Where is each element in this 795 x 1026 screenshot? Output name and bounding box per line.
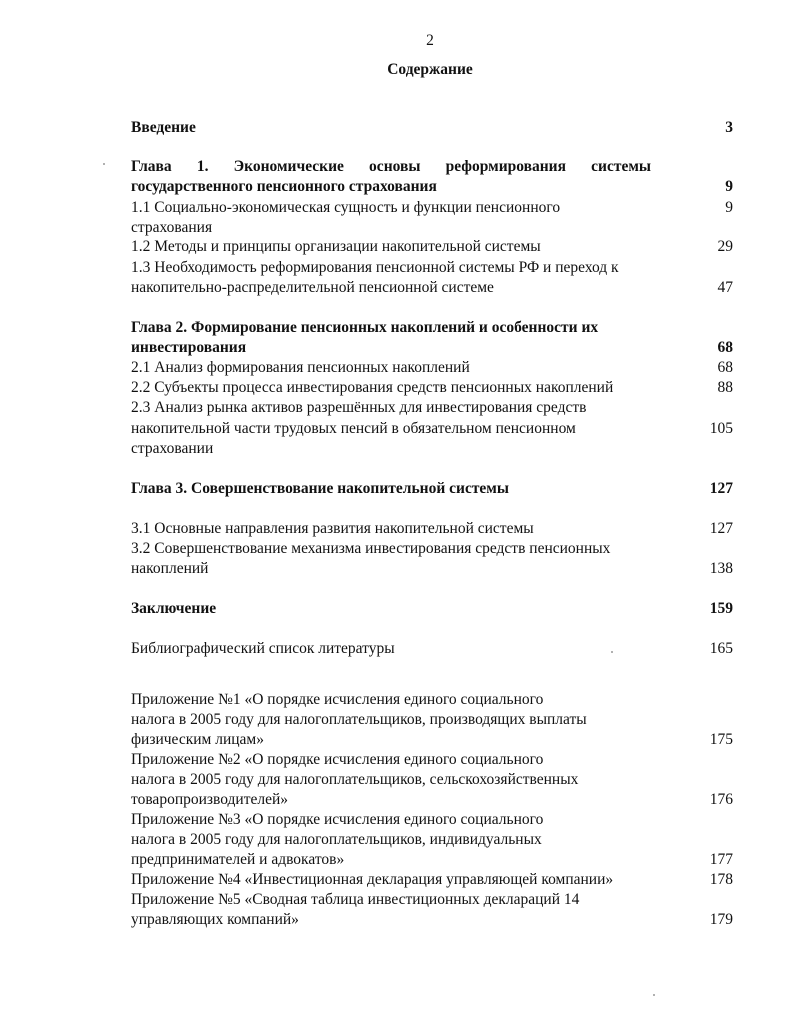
toc-appendix-3-line2: налога в 2005 году для налогоплательщиков, индивидуальных [131,831,542,848]
toc-section-2-2-line1: 2.2 Субъекты процесса инвестирования средств пенсионных накоплений [131,379,614,396]
toc-appendix-1-line1: Приложение №1 «О порядке исчисления единого социального [131,691,544,708]
toc-section-2-3-line3: страховании [131,440,214,457]
toc-section-1-1-page: 9 [725,199,733,216]
toc-section-3-2-line2: накоплений [131,560,209,577]
toc-intro-label: Введение [131,119,196,136]
toc-appendix-1-line2: налога в 2005 году для налогоплательщиков, производящих выплаты [131,711,587,728]
toc-appendix-2-line3: товаропроизводителей» [131,791,289,808]
toc-appendix-5-line1: Приложение №5 «Сводная таблица инвестиционных деклараций 14 [131,891,580,908]
toc-chapter-2-page: 68 [717,339,733,356]
page-number: 2 [426,32,434,49]
toc-chapter-2-title-line1: Глава 2. Формирование пенсионных накоплений и особенности их [131,319,599,336]
toc-chapter-2-title-line2: инвестирования [131,339,247,356]
toc-section-1-3-line1: 1.3 Необходимость реформирования пенсионной системы РФ и переход к [131,259,619,276]
toc-conclusion-label: Заключение [131,600,217,617]
toc-section-1-2-page: 29 [717,238,733,255]
scan-speck [653,994,655,996]
toc-section-1-2-line1: 1.2 Методы и принципы организации накопительной системы [131,238,541,255]
toc-appendix-2-page: 176 [709,791,733,808]
toc-appendix-5-page: 179 [709,911,733,928]
toc-section-1-3-page: 47 [717,279,733,296]
toc-chapter-1-page: 9 [725,178,733,195]
toc-appendix-3-line3: предпринимателей и адвокатов» [131,851,345,868]
toc-section-1-1-line2: страхования [131,219,213,236]
toc-chapter-3-title-line1: Глава 3. Совершенствование накопительной системы [131,480,509,497]
toc-section-1-1-line1: 1.1 Социально-экономическая сущность и функции пенсионного [131,199,561,216]
page-title: Содержание [387,61,473,78]
toc-appendix-2-line1: Приложение №2 «О порядке исчисления единого социального [131,751,544,768]
toc-appendix-1-line3: физическим лицам» [131,731,264,748]
toc-chapter-3-page: 127 [709,480,733,497]
toc-section-3-2-page: 138 [709,560,733,577]
toc-bibliography-page: 165 [709,640,733,657]
toc-section-2-2-page: 88 [717,379,733,396]
toc-intro-page: 3 [725,119,733,136]
toc-chapter-1-title-line2: государственного пенсионного страхования [131,178,437,195]
toc-section-2-3-line1: 2.3 Анализ рынка активов разрешённых для инвестирования средств [131,399,587,416]
toc-section-1-3-line2: накопительно-распределительной пенсионной системе [131,279,494,296]
toc-appendix-3-page: 177 [709,851,733,868]
toc-section-3-2-line1: 3.2 Совершенствование механизма инвестирования средств пенсионных [131,540,611,557]
toc-section-2-1-line1: 2.1 Анализ формирования пенсионных накоплений [131,359,470,376]
toc-section-2-1-page: 68 [717,359,733,376]
toc-conclusion-page: 159 [709,600,733,617]
toc-section-3-1-line1: 3.1 Основные направления развития накопительной системы [131,520,534,537]
toc-appendix-1-page: 175 [709,731,733,748]
toc-bibliography-label: Библиографический список литературы [131,640,395,657]
toc-appendix-2-line2: налога в 2005 году для налогоплательщиков, сельскохозяйственных [131,771,579,788]
toc-appendix-3-line1: Приложение №3 «О порядке исчисления единого социального [131,811,544,828]
toc-appendix-4-line1: Приложение №4 «Инвестиционная декларация управляющей компании» [131,871,614,888]
scan-speck [103,163,105,165]
toc-appendix-5-line2: управляющих компаний» [131,911,299,928]
toc-section-2-3-line2: накопительной части трудовых пенсий в обязательном пенсионном [131,420,576,437]
toc-section-3-1-page: 127 [709,520,733,537]
toc-section-2-3-page: 105 [709,420,733,437]
scan-speck [611,651,613,653]
toc-chapter-1-title-line1: Глава 1. Экономические основы реформирования системы [131,158,651,175]
toc-appendix-4-page: 178 [709,871,733,888]
